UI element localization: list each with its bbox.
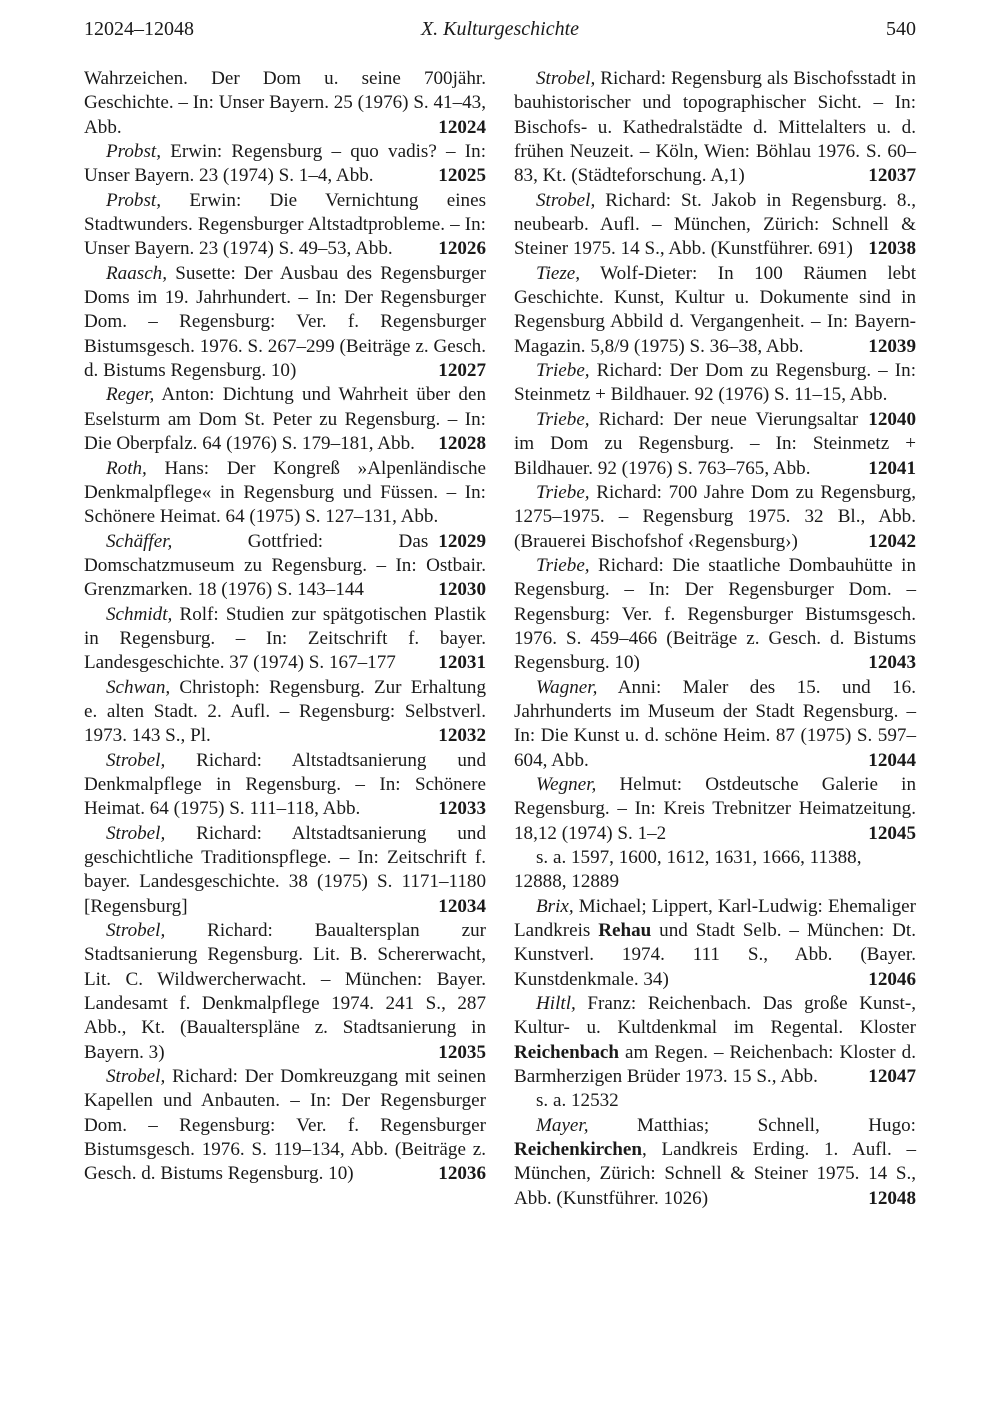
entry-number: 12044 xyxy=(868,749,916,771)
entry-12047: Hiltl, Franz: Reichenbach. Das große Kunst-, Kultur- u. Kultdenkmal im Regental. Kloster Reichenbach am Regen. – Reichenbach: Kloster d. Barmherzigen Brüder 1973. 15 S., Abb. 12047 xyxy=(514,992,916,1089)
page-number: 540 xyxy=(886,18,916,40)
entry-number: 12024 xyxy=(438,116,486,138)
entry-12041: Triebe, Richard: Der neue Vierungsaltar im Dom zu Regensburg. – In: Steinmetz + Bildhauer. 92 (1976) S. 763–765, Abb. 12041 xyxy=(514,408,916,481)
entry-12048: Mayer, Matthias; Schnell, Hugo: Reichenkirchen, Landkreis Erding. 1. Aufl. – München, Zürich: Schnell & Steiner 1975. 14 S., Abb. (Kunstführer. 1026) 12048 xyxy=(514,1114,916,1211)
entry-number: 12026 xyxy=(438,238,486,260)
entry-12046: Brix, Michael; Lippert, Karl-Ludwig: Ehemaliger Landkreis Rehau und Stadt Selb. – München: Dt. Kunstverl. 1974. 111 S., Abb. (Bayer. Kunstdenkmale. 34) 12046 xyxy=(514,895,916,992)
place-keyword: Reichenbach xyxy=(514,1041,620,1063)
entry-number: 12046 xyxy=(868,968,916,990)
entry-number: 12047 xyxy=(868,1066,916,1088)
entry-number: 12036 xyxy=(438,1163,486,1185)
entry-number: 12025 xyxy=(438,165,486,187)
entry-12040: Triebe, Richard: Der Dom zu Regensburg. – In: Steinmetz + Bildhauer. 92 (1976) S. 11–15, Abb. 12040 xyxy=(514,359,916,408)
entry-number: 12048 xyxy=(868,1187,916,1209)
entry-12042: Triebe, Richard: 700 Jahre Dom zu Regensburg, 1275–1975. – Regensburg 1975. 32 Bl., Abb. (Brauerei Bischofshof ‹Regensburg›) 12042 xyxy=(514,481,916,554)
left-column xyxy=(84,67,486,1187)
entry-12033: Strobel, Richard: Altstadtsanierung und Denkmalpflege in Regensburg. – In: Schönere Heimat. 64 (1975) S. 111–118, Abb. 12033 xyxy=(84,749,486,822)
entry-number: 12040 xyxy=(868,408,916,430)
place-keyword: Reichenkirchen xyxy=(514,1139,642,1161)
entry-number: 12028 xyxy=(438,433,486,455)
entry-number: 12045 xyxy=(868,822,916,844)
entry-number: 12031 xyxy=(438,652,486,674)
page-header xyxy=(84,18,916,48)
entry-12037: Strobel, Richard: Regensburg als Bischofsstadt in bauhistorischer und topographischer Sicht. – In: Bischofs- u. Kathedralstädte d. Mittelalters u. d. frühen Neuzeit. – Köln, Wien: Böhlau 1976. S. 60–83, Kt. (Städteforschung. A,1) 12037 xyxy=(514,67,916,189)
entry-number: 12038 xyxy=(868,238,916,260)
entry-range: 12024–12048 xyxy=(84,18,194,40)
entry-number: 12032 xyxy=(438,725,486,747)
entry-number: 12035 xyxy=(438,1041,486,1063)
entry-number: 12043 xyxy=(868,652,916,674)
entry-number: 12027 xyxy=(438,360,486,382)
entry-12045: Wegner, Helmut: Ostdeutsche Galerie in Regensburg. – In: Kreis Trebnitzer Heimatzeitung. 18,12 (1974) S. 1–2 12045 xyxy=(514,773,916,846)
entry-12036: Strobel, Richard: Der Domkreuzgang mit seinen Kapellen und Anbauten. – In: Der Regensburger Dom. – Regensburg: Ver. f. Regensburger Bistumsgesch. 1976. S. 119–134, Abb. (Beiträge z. Gesch. d. Bistums Regensburg. 10) 12036 xyxy=(84,1065,486,1187)
entry-12032: Schwan, Christoph: Regensburg. Zur Erhaltung e. alten Stadt. 2. Aufl. – Regensburg: Selbstverl. 1973. 143 S., Pl. 12032 xyxy=(84,676,486,749)
see-also-reference: s. a. 1597, 1600, 1612, 1631, 1666, 11388, 12888, 12889 xyxy=(514,847,862,893)
entry-number: 12039 xyxy=(868,335,916,357)
entry-12027: Raasch, Susette: Der Ausbau des Regensburger Doms im 19. Jahrhundert. – In: Der Regensburger Dom. – Regensburg: Ver. f. Regensburger Bistumsgesch. 1976. S. 267–299 (Beiträge z. Gesch. d. Bistums Regensburg. 10) 12027 xyxy=(84,262,486,384)
entry-12030: Schäffer, Gottfried: Das Domschatzmuseum zu Regensburg. – In: Ostbair. Grenzmarken. 18 (1976) S. 143–144 12030 xyxy=(84,530,486,603)
entry-12034: Strobel, Richard: Altstadtsanierung und geschichtliche Traditionspflege. – In: Zeitschrift f. bayer. Landesgeschichte. 38 (1975) S. 1171–1180 [Regensburg] 12034 xyxy=(84,822,486,919)
see-also-reference: s. a. 12532 xyxy=(536,1090,619,1112)
entry-12031: Schmidt, Rolf: Studien zur spätgotischen Plastik in Regensburg. – In: Zeitschrift f. bayer. Landesgeschichte. 37 (1974) S. 167–177 12031 xyxy=(84,603,486,676)
entry-number: 12041 xyxy=(868,457,916,479)
entry-number: 12029 xyxy=(438,530,486,552)
right-column xyxy=(514,67,916,1211)
entry-12035: Strobel, Richard: Baualtersplan zur Stadtsanierung Regensburg. Lit. B. Schererwacht, Lit. C. Wildwercherwacht. – München: Bayer. Landesamt f. Denkmalpflege 1974. 241 S., 287 Abb., Kt. (Baualterspläne z. Stadtsanierung in Bayern. 3) 12035 xyxy=(84,919,486,1065)
section-title: X. Kulturgeschichte xyxy=(420,18,580,40)
entry-12039: Tieze, Wolf-Dieter: In 100 Räumen lebt Geschichte. Kunst, Kultur u. Dokumente sind in Regensburg Abbild d. Vergangenheit. – In: Bayern-Magazin. 5,8/9 (1975) S. 36–38, Abb. 12039 xyxy=(514,262,916,359)
entry-number: 12037 xyxy=(868,165,916,187)
entry-12038: Strobel, Richard: St. Jakob in Regensburg. 8., neubearb. Aufl. – München, Zürich: Schnell & Steiner 1975. 14 S., Abb. (Kunstführer. 691) 12038 xyxy=(514,189,916,262)
entry-12026: Probst, Erwin: Die Vernichtung eines Stadtwunders. Regensburger Altstadtprobleme. – In: Unser Bayern. 23 (1974) S. 49–53, Abb. 12026 xyxy=(84,189,486,262)
place-keyword: Rehau xyxy=(598,920,652,942)
entry-number: 12034 xyxy=(438,895,486,917)
entry-12028: Reger, Anton: Dichtung und Wahrheit über den Eselsturm am Dom St. Peter zu Regensburg. – In: Die Oberpfalz. 64 (1976) S. 179–181, Abb. 12028 xyxy=(84,383,486,456)
entry-number: 12042 xyxy=(868,530,916,552)
entry-12025: Probst, Erwin: Regensburg – quo vadis? – In: Unser Bayern. 23 (1974) S. 1–4, Abb. 12025 xyxy=(84,140,486,189)
entry-12043: Triebe, Richard: Die staatliche Dombauhütte in Regensburg. – In: Der Regensburger Dom. – Regensburg: Ver. f. Regensburger Bistumsgesch. 1976. S. 459–466 (Beiträge z. Gesch. d. Bistums Regensburg. 10) 12043 xyxy=(514,554,916,676)
entry-number: 12033 xyxy=(438,798,486,820)
entry-12024: Wahrzeichen. Der Dom u. seine 700jähr. Geschichte. – In: Unser Bayern. 25 (1976) S. 41–43, Abb. 12024 xyxy=(84,67,486,140)
entry-12029: Roth, Hans: Der Kongreß »Alpenländische Denkmalpflege« in Regensburg und Füssen. – In: Schönere Heimat. 64 (1975) S. 127–131, Abb. 12029 xyxy=(84,457,486,530)
entry-12044: Wagner, Anni: Maler des 15. und 16. Jahrhunderts im Museum der Stadt Regensburg. – In: Die Kunst u. d. schöne Heim. 87 (1975) S. 597–604, Abb. 12044 xyxy=(514,676,916,773)
entry-number: 12030 xyxy=(438,579,486,601)
